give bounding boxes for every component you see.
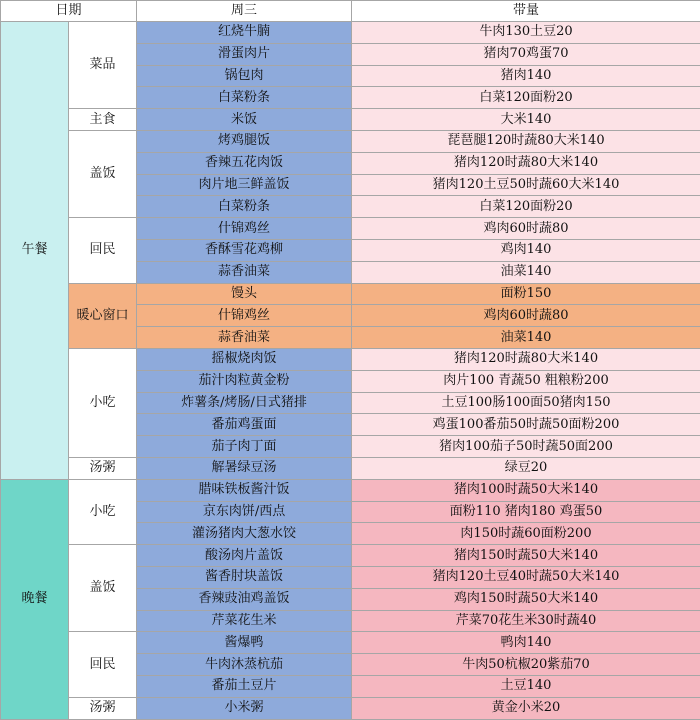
menu-row xyxy=(1,479,700,501)
dish-cell: 香酥雪花鸡柳 xyxy=(137,239,352,261)
menu-row xyxy=(1,218,700,240)
dish-cell: 茄子肉丁面 xyxy=(137,436,352,458)
amount-cell: 黄金小米20 xyxy=(352,697,700,719)
category-cell: 菜品 xyxy=(69,22,137,109)
menu-row xyxy=(1,22,700,44)
amount-cell: 鸡蛋100番茄50时蔬50面粉200 xyxy=(352,414,700,436)
dish-cell: 牛肉沐蒸杭茄 xyxy=(137,654,352,676)
category-cell: 主食 xyxy=(69,109,137,131)
amount-cell: 鸭肉140 xyxy=(352,632,700,654)
dish-cell: 灌汤猪肉大葱水饺 xyxy=(137,523,352,545)
category-cell: 小吃 xyxy=(69,479,137,544)
dish-cell: 馒头 xyxy=(137,283,352,305)
dish-cell: 米饭 xyxy=(137,109,352,131)
dish-cell: 滑蛋肉片 xyxy=(137,43,352,65)
dish-cell: 锅包肉 xyxy=(137,65,352,87)
dish-cell: 摇椒烧肉饭 xyxy=(137,348,352,370)
menu-row xyxy=(1,348,700,370)
amount-cell: 白菜120面粉20 xyxy=(352,196,700,218)
header-row xyxy=(1,1,700,22)
dish-cell: 什锦鸡丝 xyxy=(137,218,352,240)
category-cell: 汤粥 xyxy=(69,697,137,719)
dish-cell: 芹菜花生米 xyxy=(137,610,352,632)
amount-cell: 猪肉120土豆40时蔬50大米140 xyxy=(352,566,700,588)
amount-cell: 猪肉100茄子50时蔬50面200 xyxy=(352,436,700,458)
amount-cell: 油菜140 xyxy=(352,327,700,349)
amount-cell: 油菜140 xyxy=(352,261,700,283)
amount-cell: 猪肉150时蔬50大米140 xyxy=(352,545,700,567)
amount-cell: 猪肉120时蔬80大米140 xyxy=(352,348,700,370)
dish-cell: 白菜粉条 xyxy=(137,196,352,218)
amount-cell: 面粉110 猪肉180 鸡蛋50 xyxy=(352,501,700,523)
menu-row xyxy=(1,697,700,719)
dish-cell: 酱香肘块盖饭 xyxy=(137,566,352,588)
dish-cell: 京东肉饼/西点 xyxy=(137,501,352,523)
amount-cell: 猪肉70鸡蛋70 xyxy=(352,43,700,65)
dish-cell: 酱爆鸭 xyxy=(137,632,352,654)
amount-cell: 猪肉120土豆50时蔬60大米140 xyxy=(352,174,700,196)
dish-cell: 蒜香油菜 xyxy=(137,261,352,283)
dish-cell: 红烧牛腩 xyxy=(137,22,352,44)
dinner-meal-label: 晚餐 xyxy=(1,479,69,719)
menu-row xyxy=(1,632,700,654)
dish-cell: 白菜粉条 xyxy=(137,87,352,109)
header-portion: 带量 xyxy=(352,1,700,22)
amount-cell: 绿豆20 xyxy=(352,457,700,479)
amount-cell: 鸡肉60时蔬80 xyxy=(352,218,700,240)
category-cell: 汤粥 xyxy=(69,457,137,479)
menu-row xyxy=(1,283,700,305)
dish-cell: 蒜香油菜 xyxy=(137,327,352,349)
header-date: 日期 xyxy=(1,1,137,22)
menu-row xyxy=(1,130,700,152)
menu-row xyxy=(1,545,700,567)
amount-cell: 猪肉100时蔬50大米140 xyxy=(352,479,700,501)
dish-cell: 炸薯条/烤肠/日式猪排 xyxy=(137,392,352,414)
menu-row xyxy=(1,109,700,131)
amount-cell: 琵琶腿120时蔬80大米140 xyxy=(352,130,700,152)
amount-cell: 猪肉140 xyxy=(352,65,700,87)
amount-cell: 大米140 xyxy=(352,109,700,131)
category-cell: 盖饭 xyxy=(69,130,137,217)
category-cell: 小吃 xyxy=(69,348,137,457)
category-cell: 回民 xyxy=(69,632,137,697)
amount-cell: 牛肉130土豆20 xyxy=(352,22,700,44)
dish-cell: 香辣五花肉饭 xyxy=(137,152,352,174)
dish-cell: 肉片地三鲜盖饭 xyxy=(137,174,352,196)
amount-cell: 鸡肉150时蔬50大米140 xyxy=(352,588,700,610)
amount-cell: 牛肉50杭椒20紫茄70 xyxy=(352,654,700,676)
dish-cell: 什锦鸡丝 xyxy=(137,305,352,327)
amount-cell: 芹菜70花生米30时蔬40 xyxy=(352,610,700,632)
dish-cell: 番茄土豆片 xyxy=(137,675,352,697)
amount-cell: 肉片100 青蔬50 粗粮粉200 xyxy=(352,370,700,392)
dish-cell: 酸汤肉片盖饭 xyxy=(137,545,352,567)
amount-cell: 肉150时蔬60面粉200 xyxy=(352,523,700,545)
category-cell: 暖心窗口 xyxy=(69,283,137,348)
dish-cell: 小米粥 xyxy=(137,697,352,719)
amount-cell: 土豆100肠100面50猪肉150 xyxy=(352,392,700,414)
header-weekday: 周三 xyxy=(137,1,352,22)
category-cell: 盖饭 xyxy=(69,545,137,632)
amount-cell: 土豆140 xyxy=(352,675,700,697)
dish-cell: 香辣豉油鸡盖饭 xyxy=(137,588,352,610)
dish-cell: 番茄鸡蛋面 xyxy=(137,414,352,436)
dish-cell: 解暑绿豆汤 xyxy=(137,457,352,479)
menu-row xyxy=(1,457,700,479)
amount-cell: 鸡肉140 xyxy=(352,239,700,261)
amount-cell: 鸡肉60时蔬80 xyxy=(352,305,700,327)
lunch-meal-label: 午餐 xyxy=(1,22,69,480)
dish-cell: 茄汁肉粒黄金粉 xyxy=(137,370,352,392)
amount-cell: 白菜120面粉20 xyxy=(352,87,700,109)
category-cell: 回民 xyxy=(69,218,137,283)
amount-cell: 猪肉120时蔬80大米140 xyxy=(352,152,700,174)
dish-cell: 腊味铁板酱汁饭 xyxy=(137,479,352,501)
dish-cell: 烤鸡腿饭 xyxy=(137,130,352,152)
amount-cell: 面粉150 xyxy=(352,283,700,305)
